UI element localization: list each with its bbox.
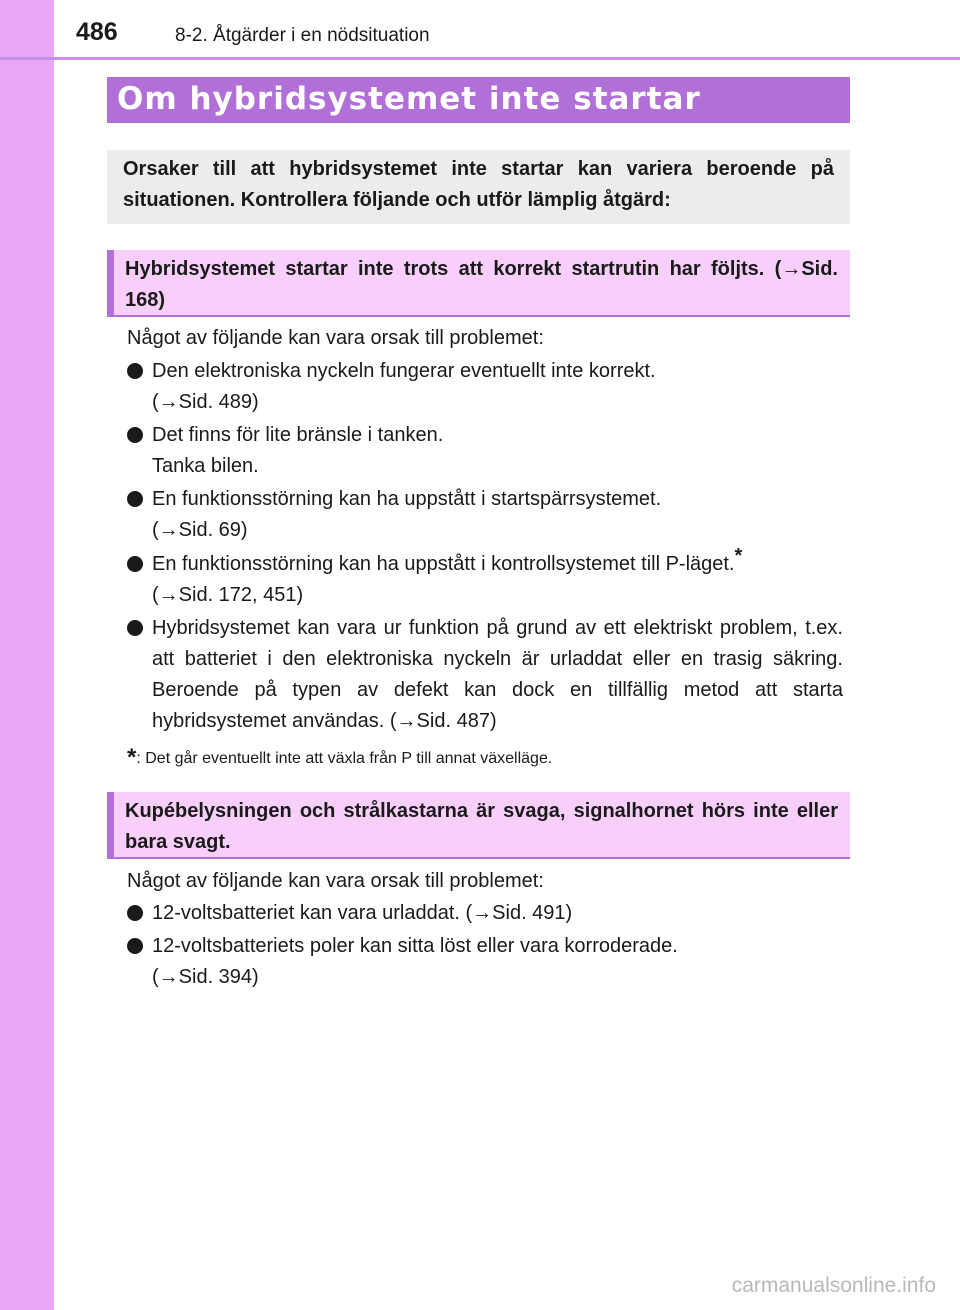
- bullet-icon: [127, 427, 143, 443]
- page-reference: (→Sid. 394): [152, 966, 259, 988]
- list-item: [127, 898, 843, 929]
- section-lead: Något av följande kan vara orsak till problemet:: [127, 870, 544, 892]
- bullet-icon: [127, 556, 143, 572]
- list-item-text: 12-voltsbatteriets poler kan sitta löst eller vara korroderade.: [152, 935, 678, 957]
- section-lead: Något av följande kan vara orsak till problemet:: [127, 327, 544, 349]
- watermark: carmanualsonline.info: [731, 1274, 936, 1297]
- list-item: [127, 931, 843, 993]
- footnote: [127, 746, 552, 771]
- section-heading-text: Hybridsystemet startar inte trots att korrekt startrutin har följts. (→Sid. 168): [125, 258, 838, 311]
- footnote-marker: *: [734, 545, 743, 567]
- bullet-icon: [127, 905, 143, 921]
- page-reference: (→Sid. 489): [152, 391, 259, 413]
- list-item-text: Hybridsystemet kan vara ur funktion på grund av ett elektriskt problem, t.ex. att batteriet i den elektroniska nyckeln är urladdat eller en trasig säkring. Beroende på typen av defekt kan dock en tillfällig metod att starta hybridsystemet användas. (→Sid. 487): [152, 617, 843, 732]
- bullet-icon: [127, 363, 143, 379]
- list-item-text: En funktionsstörning kan ha uppstått i startspärrsystemet.: [152, 488, 662, 510]
- list-item: [127, 545, 843, 611]
- bullet-icon: [127, 620, 143, 636]
- intro-text: Orsaker till att hybridsystemet inte startar kan variera beroende på situationen. Kontrollera följande och utför lämplig åtgärd:: [123, 158, 834, 211]
- page-reference: (→Sid. 69): [152, 519, 248, 541]
- footnote-text: : Det går eventuellt inte att växla från P till annat växelläge.: [136, 750, 553, 767]
- list-item-text: 12-voltsbatteriet kan vara urladdat. (→Sid. 491): [152, 902, 573, 924]
- bullet-icon: [127, 491, 143, 507]
- page-reference: (→Sid. 172, 451): [152, 584, 304, 606]
- page-title-bar: [107, 77, 850, 123]
- list-item: [127, 420, 843, 482]
- chapter-title: 8-2. Åtgärder i en nödsituation: [175, 25, 430, 46]
- list-item-text: Den elektroniska nyckeln fungerar eventuellt inte korrekt.: [152, 360, 656, 382]
- footnote-mark: *: [127, 744, 137, 771]
- header-rule: [0, 57, 960, 60]
- list-item: [127, 356, 843, 418]
- section-heading-start-failure: [107, 250, 850, 317]
- list-item: [127, 484, 843, 546]
- bullet-icon: [127, 938, 143, 954]
- page-title: Om hybridsystemet inte startar: [117, 81, 701, 117]
- section-heading-text: Kupébelysningen och strålkastarna är svaga, signalhornet hörs inte eller bara svagt.: [125, 800, 838, 853]
- list-item-text: Det finns för lite bränsle i tanken.: [152, 424, 444, 446]
- section-heading-weak-lights: [107, 792, 850, 859]
- list-item-text: En funktionsstörning kan ha uppstått i kontrollsystemet till P-läget.: [152, 553, 735, 575]
- list-item: [127, 613, 843, 737]
- intro-box: [107, 150, 850, 224]
- chapter-side-tab: [0, 0, 54, 1310]
- page-number: 486: [76, 18, 118, 46]
- list-item-action: Tanka bilen.: [152, 455, 259, 477]
